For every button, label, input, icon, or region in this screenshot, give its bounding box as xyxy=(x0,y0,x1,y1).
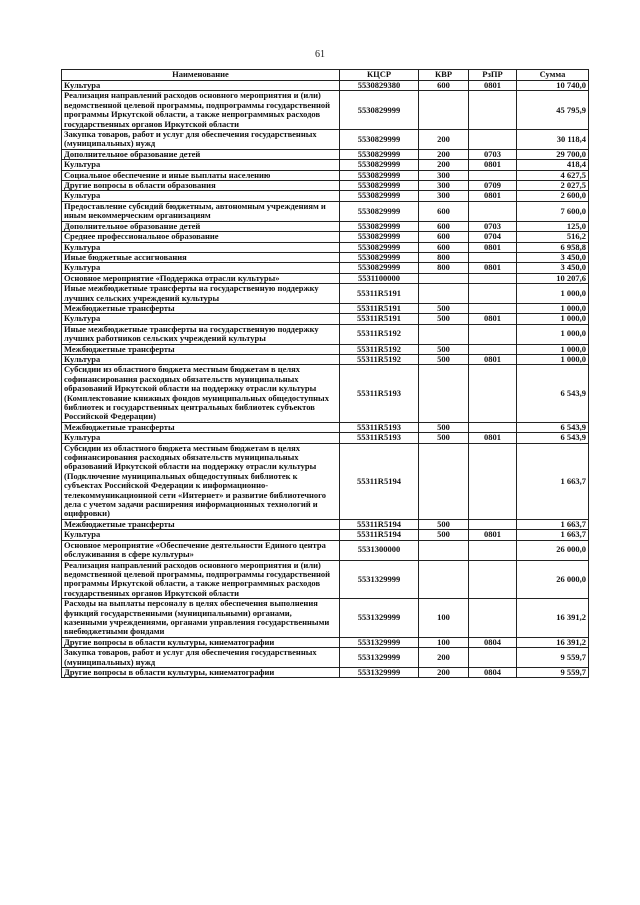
cell-kcsr: 55311R5191 xyxy=(340,284,419,304)
cell-rzpr xyxy=(469,344,517,354)
table-row xyxy=(62,232,589,242)
cell-name: Другие вопросы в области культуры, кинематографии xyxy=(62,637,340,647)
table-row xyxy=(62,273,589,283)
cell-rzpr xyxy=(469,303,517,313)
cell-name: Межбюджетные трансферты xyxy=(62,344,340,354)
cell-kvr: 200 xyxy=(419,149,469,159)
cell-rzpr xyxy=(469,560,517,599)
cell-kcsr: 5531329999 xyxy=(340,637,419,647)
table-row xyxy=(62,252,589,262)
cell-name: Культура xyxy=(62,530,340,540)
table-row xyxy=(62,422,589,432)
cell-kcsr: 5530829999 xyxy=(340,191,419,201)
cell-name: Основное мероприятие «Поддержка отрасли культуры» xyxy=(62,273,340,283)
cell-sum: 6 543,9 xyxy=(517,433,589,443)
table-row xyxy=(62,91,589,130)
cell-kcsr: 5530829999 xyxy=(340,170,419,180)
cell-name: Межбюджетные трансферты xyxy=(62,519,340,529)
cell-kcsr: 5530829999 xyxy=(340,160,419,170)
cell-rzpr xyxy=(469,91,517,130)
cell-rzpr: 0801 xyxy=(469,191,517,201)
table-row xyxy=(62,221,589,231)
cell-kcsr: 55311R5192 xyxy=(340,324,419,344)
cell-name: Расходы на выплаты персоналу в целях обеспечения выполнения функций государственными (муниципальными) органами, казенными учреждениями, органами управления государственными внебюджетными фондами xyxy=(62,599,340,638)
table-row xyxy=(62,433,589,443)
cell-kvr xyxy=(419,284,469,304)
cell-rzpr: 0801 xyxy=(469,433,517,443)
cell-kcsr: 5531329999 xyxy=(340,599,419,638)
cell-kcsr: 55311R5193 xyxy=(340,365,419,422)
cell-kvr xyxy=(419,560,469,599)
cell-kcsr: 5530829999 xyxy=(340,181,419,191)
cell-sum: 26 000,0 xyxy=(517,560,589,599)
table-row xyxy=(62,324,589,344)
cell-sum: 6 958,8 xyxy=(517,242,589,252)
table-row xyxy=(62,530,589,540)
cell-rzpr xyxy=(469,273,517,283)
cell-name: Культура xyxy=(62,263,340,273)
table-row xyxy=(62,560,589,599)
cell-kvr: 500 xyxy=(419,422,469,432)
cell-kcsr: 5531329999 xyxy=(340,667,419,677)
cell-name: Межбюджетные трансферты xyxy=(62,422,340,432)
table-row xyxy=(62,443,589,519)
cell-rzpr: 0801 xyxy=(469,530,517,540)
cell-kcsr: 55311R5192 xyxy=(340,354,419,364)
cell-kcsr: 55311R5192 xyxy=(340,344,419,354)
cell-name: Реализация направлений расходов основного мероприятия и (или) ведомственной целевой программы, подпрограммы государственной программы Иркутской области, а также непрограммных расходов государственных органов Иркутской области xyxy=(62,560,340,599)
cell-sum: 9 559,7 xyxy=(517,648,589,668)
cell-sum: 1 000,0 xyxy=(517,344,589,354)
cell-kcsr: 55311R5193 xyxy=(340,433,419,443)
cell-kvr: 500 xyxy=(419,519,469,529)
cell-name: Субсидии из областного бюджета местным бюджетам в целях софинансирования расходных обязательств муниципальных образований Иркутской области на поддержку отрасли культуры (Комплектование книжных фондов муниципальных общедоступных библиотек и государственных центральных библиотек субъектов Российской Федерации) xyxy=(62,365,340,422)
cell-kvr: 600 xyxy=(419,221,469,231)
cell-name: Среднее профессиональное образование xyxy=(62,232,340,242)
cell-sum: 4 627,5 xyxy=(517,170,589,180)
cell-kvr: 200 xyxy=(419,160,469,170)
cell-kcsr: 5530829999 xyxy=(340,130,419,150)
cell-kcsr: 55311R5194 xyxy=(340,519,419,529)
cell-kvr: 500 xyxy=(419,314,469,324)
cell-kcsr: 55311R5191 xyxy=(340,314,419,324)
cell-sum: 1 000,0 xyxy=(517,303,589,313)
cell-rzpr xyxy=(469,201,517,221)
cell-kvr: 500 xyxy=(419,303,469,313)
cell-kvr: 200 xyxy=(419,648,469,668)
cell-rzpr xyxy=(469,130,517,150)
cell-rzpr xyxy=(469,519,517,529)
cell-sum: 1 663,7 xyxy=(517,530,589,540)
cell-sum: 6 543,9 xyxy=(517,365,589,422)
cell-sum: 16 391,2 xyxy=(517,599,589,638)
cell-kvr: 600 xyxy=(419,232,469,242)
cell-kvr xyxy=(419,365,469,422)
cell-kvr: 100 xyxy=(419,637,469,647)
cell-name: Дополнительное образование детей xyxy=(62,149,340,159)
cell-kcsr: 5531100000 xyxy=(340,273,419,283)
cell-kcsr: 5530829999 xyxy=(340,149,419,159)
cell-rzpr xyxy=(469,540,517,560)
cell-sum: 3 450,0 xyxy=(517,263,589,273)
table-row xyxy=(62,344,589,354)
table-row xyxy=(62,540,589,560)
cell-kvr: 800 xyxy=(419,263,469,273)
cell-kvr: 300 xyxy=(419,170,469,180)
cell-kvr: 500 xyxy=(419,344,469,354)
table-row xyxy=(62,667,589,677)
cell-sum: 1 000,0 xyxy=(517,354,589,364)
cell-rzpr xyxy=(469,422,517,432)
cell-rzpr: 0704 xyxy=(469,232,517,242)
cell-name: Культура xyxy=(62,81,340,91)
cell-name: Закупка товаров, работ и услуг для обеспечения государственных (муниципальных) нужд xyxy=(62,130,340,150)
cell-name: Культура xyxy=(62,242,340,252)
cell-name: Культура xyxy=(62,354,340,364)
cell-rzpr: 0703 xyxy=(469,221,517,231)
cell-rzpr xyxy=(469,284,517,304)
cell-name: Другие вопросы в области культуры, кинематографии xyxy=(62,667,340,677)
cell-kcsr: 5530829999 xyxy=(340,201,419,221)
cell-name: Культура xyxy=(62,314,340,324)
cell-kcsr: 5531329999 xyxy=(340,648,419,668)
cell-sum: 1 000,0 xyxy=(517,324,589,344)
table-row xyxy=(62,201,589,221)
cell-name: Закупка товаров, работ и услуг для обеспечения государственных (муниципальных) нужд xyxy=(62,648,340,668)
cell-kvr: 300 xyxy=(419,181,469,191)
cell-rzpr xyxy=(469,170,517,180)
cell-sum: 9 559,7 xyxy=(517,667,589,677)
cell-name: Культура xyxy=(62,160,340,170)
cell-kcsr: 5530829999 xyxy=(340,242,419,252)
cell-kvr: 500 xyxy=(419,530,469,540)
cell-kvr: 100 xyxy=(419,599,469,638)
cell-rzpr: 0804 xyxy=(469,637,517,647)
table-row xyxy=(62,365,589,422)
cell-rzpr: 0703 xyxy=(469,149,517,159)
table-row xyxy=(62,284,589,304)
cell-sum: 2 600,0 xyxy=(517,191,589,201)
cell-kvr xyxy=(419,324,469,344)
cell-kcsr: 5530829999 xyxy=(340,221,419,231)
cell-rzpr: 0801 xyxy=(469,81,517,91)
cell-kvr xyxy=(419,273,469,283)
cell-name: Культура xyxy=(62,191,340,201)
cell-sum: 1 663,7 xyxy=(517,519,589,529)
cell-rzpr xyxy=(469,599,517,638)
cell-name: Предоставление субсидий бюджетным, автономным учреждениям и иным некоммерческим организациям xyxy=(62,201,340,221)
cell-sum: 418,4 xyxy=(517,160,589,170)
cell-sum: 1 663,7 xyxy=(517,443,589,519)
cell-sum: 10 207,6 xyxy=(517,273,589,283)
cell-rzpr: 0801 xyxy=(469,354,517,364)
cell-sum: 30 118,4 xyxy=(517,130,589,150)
cell-kcsr: 5530829380 xyxy=(340,81,419,91)
cell-rzpr: 0801 xyxy=(469,160,517,170)
cell-rzpr: 0804 xyxy=(469,667,517,677)
table-row xyxy=(62,519,589,529)
cell-name: Основное мероприятие «Обеспечение деятельности Единого центра обслуживания в сфере культуры» xyxy=(62,540,340,560)
header-kcsr: КЦСР xyxy=(340,70,419,81)
cell-kvr xyxy=(419,540,469,560)
cell-kvr xyxy=(419,443,469,519)
table-row xyxy=(62,599,589,638)
cell-kvr: 500 xyxy=(419,433,469,443)
cell-sum: 16 391,2 xyxy=(517,637,589,647)
table-row xyxy=(62,354,589,364)
table-row xyxy=(62,149,589,159)
header-rzpr: РзПР xyxy=(469,70,517,81)
cell-kcsr: 55311R5193 xyxy=(340,422,419,432)
cell-kcsr: 55311R5194 xyxy=(340,443,419,519)
cell-kcsr: 5531300000 xyxy=(340,540,419,560)
cell-name: Культура xyxy=(62,433,340,443)
cell-rzpr: 0801 xyxy=(469,314,517,324)
table-row xyxy=(62,648,589,668)
cell-sum: 7 600,0 xyxy=(517,201,589,221)
cell-rzpr xyxy=(469,324,517,344)
header-sum: Сумма xyxy=(517,70,589,81)
table-row xyxy=(62,242,589,252)
header-name: Наименование xyxy=(62,70,340,81)
page-number: 61 xyxy=(315,49,325,60)
budget-table xyxy=(61,69,589,678)
cell-kvr: 600 xyxy=(419,242,469,252)
cell-name: Иные межбюджетные трансферты на государственную поддержку лучших сельских учреждений культуры xyxy=(62,284,340,304)
cell-sum: 10 740,0 xyxy=(517,81,589,91)
header-kvr: КВР xyxy=(419,70,469,81)
table-row xyxy=(62,314,589,324)
cell-name: Дополнительное образование детей xyxy=(62,221,340,231)
table-row xyxy=(62,160,589,170)
cell-sum: 3 450,0 xyxy=(517,252,589,262)
cell-kcsr: 55311R5191 xyxy=(340,303,419,313)
cell-name: Субсидии из областного бюджета местным бюджетам в целях софинансирования расходных обязательств муниципальных образований Иркутской области на поддержку отрасли культуры (Подключение муниципальных общедоступных библиотек к субъектах Российской Федерации к информационно-телекоммуникационной сети «Интернет» и развитие библиотечного дела с учетом задачи расширения информационных технологий и оцифровки) xyxy=(62,443,340,519)
cell-rzpr xyxy=(469,252,517,262)
cell-sum: 26 000,0 xyxy=(517,540,589,560)
cell-name: Иные межбюджетные трансферты на государственную поддержку лучших работников сельских учреждений культуры xyxy=(62,324,340,344)
cell-sum: 29 700,0 xyxy=(517,149,589,159)
cell-sum: 516,2 xyxy=(517,232,589,242)
cell-rzpr: 0801 xyxy=(469,263,517,273)
table-row xyxy=(62,181,589,191)
cell-sum: 1 000,0 xyxy=(517,284,589,304)
cell-name: Другие вопросы в области образования xyxy=(62,181,340,191)
header-row xyxy=(62,70,589,81)
table-header xyxy=(62,70,589,81)
cell-name: Социальное обеспечение и иные выплаты населению xyxy=(62,170,340,180)
cell-kvr: 600 xyxy=(419,81,469,91)
cell-kcsr: 5531329999 xyxy=(340,560,419,599)
cell-rzpr xyxy=(469,648,517,668)
cell-rzpr: 0709 xyxy=(469,181,517,191)
table-row xyxy=(62,81,589,91)
cell-rzpr: 0801 xyxy=(469,242,517,252)
cell-kcsr: 5530829999 xyxy=(340,91,419,130)
cell-name: Межбюджетные трансферты xyxy=(62,303,340,313)
cell-kvr xyxy=(419,91,469,130)
table-row xyxy=(62,263,589,273)
table-row xyxy=(62,191,589,201)
cell-kvr: 800 xyxy=(419,252,469,262)
cell-kvr: 600 xyxy=(419,201,469,221)
cell-rzpr xyxy=(469,443,517,519)
cell-kvr: 200 xyxy=(419,667,469,677)
cell-sum: 2 027,5 xyxy=(517,181,589,191)
cell-sum: 6 543,9 xyxy=(517,422,589,432)
table-row xyxy=(62,130,589,150)
cell-name: Реализация направлений расходов основного мероприятия и (или) ведомственной целевой программы, подпрограммы государственной программы Иркутской области, а также непрограммных расходов государственных органов Иркутской области xyxy=(62,91,340,130)
cell-kvr: 200 xyxy=(419,130,469,150)
cell-sum: 125,0 xyxy=(517,221,589,231)
table-row xyxy=(62,303,589,313)
table-row xyxy=(62,637,589,647)
cell-sum: 45 795,9 xyxy=(517,91,589,130)
cell-sum: 1 000,0 xyxy=(517,314,589,324)
cell-kvr: 500 xyxy=(419,354,469,364)
cell-kvr: 300 xyxy=(419,191,469,201)
cell-kcsr: 55311R5194 xyxy=(340,530,419,540)
cell-rzpr xyxy=(469,365,517,422)
table-row xyxy=(62,170,589,180)
cell-kcsr: 5530829999 xyxy=(340,252,419,262)
cell-name: Иные бюджетные ассигнования xyxy=(62,252,340,262)
cell-kcsr: 5530829999 xyxy=(340,263,419,273)
table-body xyxy=(62,81,589,678)
cell-kcsr: 5530829999 xyxy=(340,232,419,242)
